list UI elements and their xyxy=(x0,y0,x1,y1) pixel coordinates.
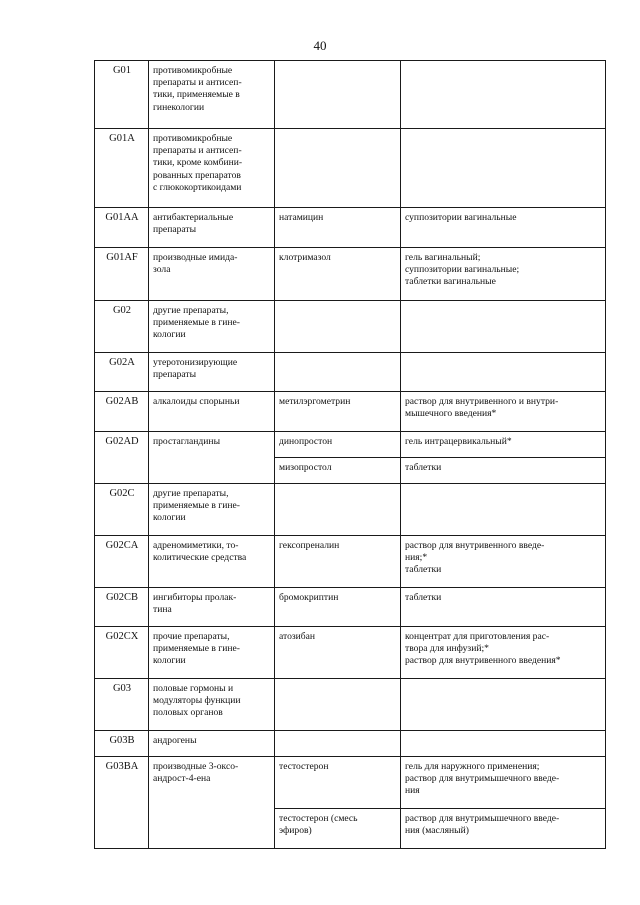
table-row xyxy=(95,627,606,679)
dosage-form-cell: раствор для внутривенного и внутри- мышечного введения* xyxy=(401,392,606,432)
drug-name-cell: тестостерон xyxy=(275,757,401,809)
drug-name-cell xyxy=(275,353,401,392)
dosage-form-cell xyxy=(401,731,606,757)
atc-code-cell: G02CX xyxy=(95,627,149,679)
drug-classification-table xyxy=(94,60,606,849)
atc-code-cell: G01AF xyxy=(95,248,149,301)
drug-name-cell: метилэргометрин xyxy=(275,392,401,432)
table-row xyxy=(95,679,606,731)
atc-code-cell: G02AD xyxy=(95,432,149,484)
group-name-cell: андрогены xyxy=(149,731,275,757)
table-row xyxy=(95,208,606,248)
group-name-cell: утеротонизирующие препараты xyxy=(149,353,275,392)
atc-code-cell: G01A xyxy=(95,129,149,208)
table-row xyxy=(95,353,606,392)
group-name-cell: производные имида- зола xyxy=(149,248,275,301)
group-name-cell: другие препараты, применяемые в гине- кологии xyxy=(149,484,275,536)
group-name-cell: противомикробные препараты и антисеп- тики, применяемые в гинекологии xyxy=(149,61,275,129)
dosage-form-cell: гель интрацервикальный* xyxy=(401,432,606,458)
drug-name-cell xyxy=(275,61,401,129)
atc-code-cell: G03 xyxy=(95,679,149,731)
drug-name-cell xyxy=(275,129,401,208)
table-row xyxy=(95,61,606,129)
dosage-form-cell: суппозитории вагинальные xyxy=(401,208,606,248)
dosage-form-cell xyxy=(401,301,606,353)
group-name-cell: половые гормоны и модуляторы функции половых органов xyxy=(149,679,275,731)
table-row xyxy=(95,757,606,809)
dosage-form-cell xyxy=(401,353,606,392)
atc-code-cell: G02AB xyxy=(95,392,149,432)
table-row xyxy=(95,248,606,301)
drug-name-cell: бромокриптин xyxy=(275,588,401,627)
table-row xyxy=(95,484,606,536)
atc-code-cell: G02 xyxy=(95,301,149,353)
table-row xyxy=(95,301,606,353)
table-row xyxy=(95,588,606,627)
drug-name-cell: тестостерон (смесь эфиров) xyxy=(275,809,401,849)
dosage-form-cell: концентрат для приготовления рас- твора для инфузий;* раствор для внутривенного введения* xyxy=(401,627,606,679)
table-row xyxy=(95,129,606,208)
group-name-cell: противомикробные препараты и антисеп- тики, кроме комбини- рованных препаратов с глюкокортикоидами xyxy=(149,129,275,208)
group-name-cell: другие препараты, применяемые в гине- кологии xyxy=(149,301,275,353)
atc-code-cell: G02C xyxy=(95,484,149,536)
table-row xyxy=(95,432,606,458)
drug-name-cell: мизопростол xyxy=(275,458,401,484)
dosage-form-cell: раствор для внутривенного введе- ния;* таблетки xyxy=(401,536,606,588)
drug-name-cell: клотримазол xyxy=(275,248,401,301)
table-row xyxy=(95,536,606,588)
drug-name-cell xyxy=(275,301,401,353)
table-row xyxy=(95,392,606,432)
atc-code-cell: G01 xyxy=(95,61,149,129)
drug-name-cell xyxy=(275,679,401,731)
table-row xyxy=(95,731,606,757)
group-name-cell: производные 3-оксо- андрост-4-ена xyxy=(149,757,275,849)
dosage-form-cell xyxy=(401,61,606,129)
group-name-cell: прочие препараты, применяемые в гине- кологии xyxy=(149,627,275,679)
group-name-cell: простагландины xyxy=(149,432,275,484)
dosage-form-cell: таблетки xyxy=(401,588,606,627)
group-name-cell: антибактериальные препараты xyxy=(149,208,275,248)
atc-code-cell: G03BA xyxy=(95,757,149,849)
dosage-form-cell: таблетки xyxy=(401,458,606,484)
group-name-cell: адреномиметики, то- колитические средства xyxy=(149,536,275,588)
page-number: 40 xyxy=(313,38,327,53)
drug-name-cell: динопростон xyxy=(275,432,401,458)
atc-code-cell: G01AA xyxy=(95,208,149,248)
dosage-form-cell: гель для наружного применения; раствор для внутримышечного введе- ния xyxy=(401,757,606,809)
dosage-form-cell xyxy=(401,679,606,731)
atc-code-cell: G02CA xyxy=(95,536,149,588)
atc-code-cell: G02A xyxy=(95,353,149,392)
drug-name-cell: натамицин xyxy=(275,208,401,248)
group-name-cell: алкалоиды спорыньи xyxy=(149,392,275,432)
drug-name-cell xyxy=(275,731,401,757)
dosage-form-cell: раствор для внутримышечного введе- ния (масляный) xyxy=(401,809,606,849)
dosage-form-cell xyxy=(401,129,606,208)
group-name-cell: ингибиторы пролак- тина xyxy=(149,588,275,627)
drug-name-cell: атозибан xyxy=(275,627,401,679)
atc-code-cell: G03B xyxy=(95,731,149,757)
dosage-form-cell: гель вагинальный; суппозитории вагинальные; таблетки вагинальные xyxy=(401,248,606,301)
dosage-form-cell xyxy=(401,484,606,536)
atc-code-cell: G02CB xyxy=(95,588,149,627)
drug-name-cell: гексопреналин xyxy=(275,536,401,588)
drug-name-cell xyxy=(275,484,401,536)
